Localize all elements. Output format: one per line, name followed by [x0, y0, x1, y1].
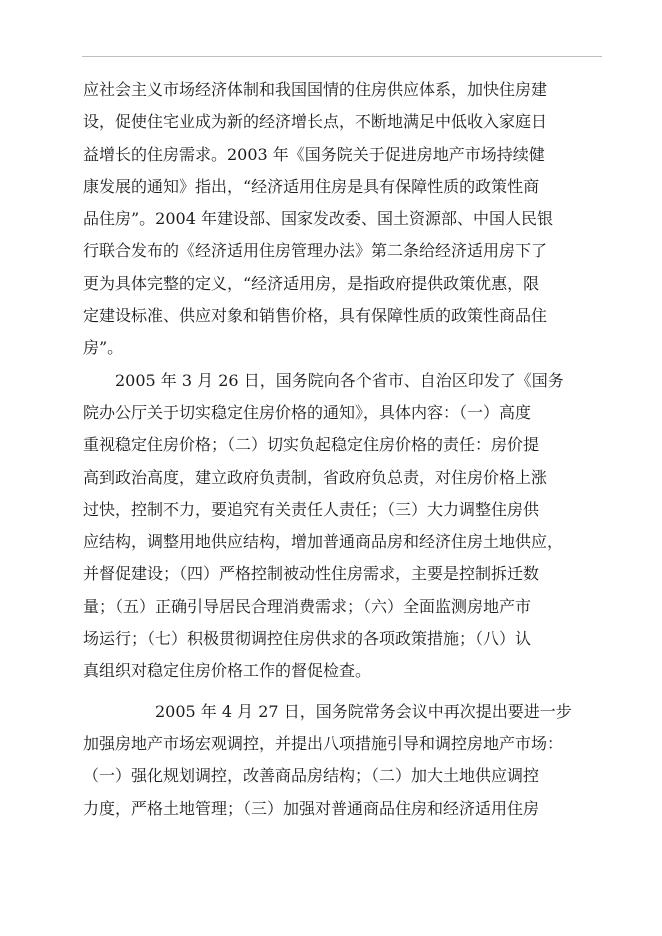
text-line: 高到政治高度，建立政府负责制，省政府负总责，对住房价格上涨	[83, 467, 548, 487]
text-line: 2005 年 4 月 27 日，国务院常务会议中再次提出要进一步	[155, 701, 572, 721]
text-line: 品住房”。2004 年建设部、国家发改委、国土资源部、中国人民银	[83, 209, 553, 229]
paragraph-gap	[83, 688, 601, 696]
text-line: 应结构，调整用地供应结构，增加普通商品房和经济住房土地供应，	[83, 532, 564, 552]
text-line: 真组织对稳定住房价格工作的督促检查。	[83, 661, 372, 681]
document-body	[83, 74, 601, 825]
text-line: 2005 年 3 月 26 日，国务院向各个省市、自治区印发了《国务	[115, 370, 564, 390]
text-line: 更为具体完整的定义，“经济适用房，是指政府提供政策优惠，限	[83, 273, 540, 293]
text-line: 定建设标准、供应对象和销售价格，具有保障性质的政策性商品住	[83, 306, 548, 326]
text-line: 行联合发布的《经济适用住房管理办法》第二条给经济适用房下了	[83, 241, 548, 261]
text-line: 应社会主义市场经济体制和我国国情的住房供应体系，加快住房建	[83, 80, 548, 99]
text-line: 量；（五）正确引导居民合理消费需求；（六）全面监测房地产市	[83, 596, 532, 616]
text-line: 场运行；（七）积极贯彻调控住房供求的各项政策措施；（八）认	[83, 629, 532, 649]
text-line: 设，促使住宅业成为新的经济增长点，不断地满足中低收入家庭日	[83, 112, 548, 132]
header-rule	[82, 56, 602, 57]
paragraph-2	[83, 365, 601, 688]
text-line: 房”。	[83, 338, 124, 358]
text-line: 益增长的住房需求。2003 年《国务院关于促进房地产市场持续健	[83, 144, 545, 164]
text-line: 康发展的通知》指出，“经济适用住房是具有保障性质的政策性商	[83, 176, 540, 196]
text-line: 过快，控制不力，要追究有关责任人责任；（三）大力调整住房供	[83, 499, 540, 519]
text-line: （一）强化规划调控，改善商品房结构；（二）加大土地供应调控	[83, 766, 540, 786]
text-line: 加强房地产市场宏观调控，并提出八项措施引导和调控房地产市场：	[83, 733, 564, 753]
paragraph-1	[83, 74, 601, 365]
text-line: 重视稳定住房价格；（二）切实负起稳定住房价格的责任：房价提	[83, 435, 540, 455]
text-line: 院办公厅关于切实稳定住房价格的通知》，具体内容：（一）高度	[83, 402, 532, 422]
paragraph-3	[83, 696, 601, 825]
text-line: 力度，严格土地管理；（三）加强对普通商品住房和经济适用住房	[83, 798, 540, 818]
text-line: 并督促建设；（四）严格控制被动性住房需求，主要是控制拆迁数	[83, 564, 540, 584]
